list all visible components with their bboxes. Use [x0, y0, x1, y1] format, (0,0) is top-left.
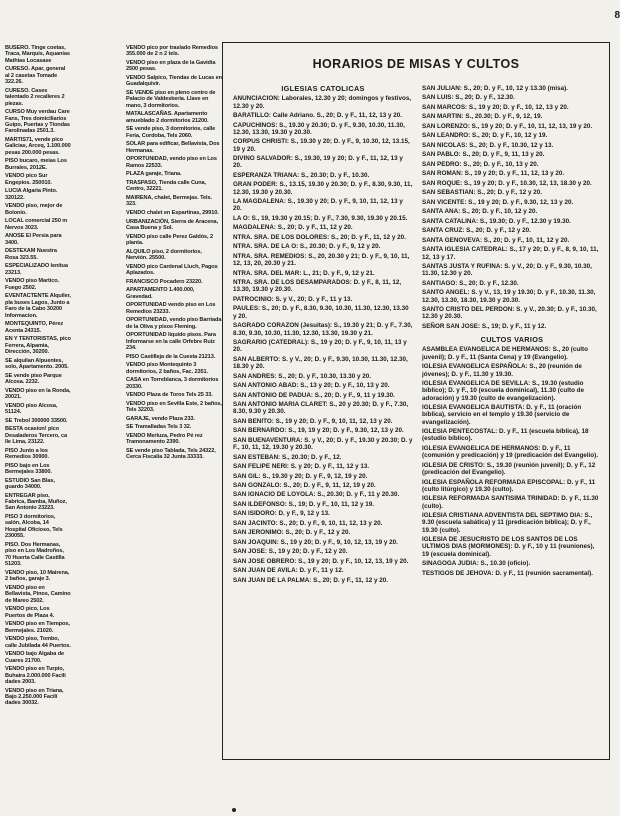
page-title: HORARIOS DE MISAS Y CULTOS [312, 57, 520, 71]
church-entry: SAN JUAN DE AVILA: D. y F., 11 y 12. [233, 567, 344, 575]
classified-ad: VENDO pico, Los Puertos de Plaza 4. [5, 606, 55, 619]
church-entry: PAULES: S., 20; D. y F., 8.30, 9.30, 10.30, 11.30, 12.30, 13.30 y 20. [233, 305, 409, 320]
church-entry: SAN PABLO: S., 20; D. y F., 9, 11, 13 y 20. [422, 151, 545, 159]
classified-ad: PISO bucaro, meias Los Burrales, 2012E. [5, 158, 67, 171]
classified-ad: VENDO piso, 10 Mairena, 2 baños, garaje 3. [5, 569, 70, 583]
cult-entry: IGLESIA EVANGELICA BAUTISTA: D. y F., 11 (oración bíblica), servicio en el templo y 19.30 (servicio de evangelización). [422, 404, 582, 426]
cult-entry: IGLESIA PENTECOSTAL: D. y F., 11 (escuela bíblica), 18 (estudio bíblico). [422, 428, 589, 443]
classified-ad: VENDO piso, mejor de Bolonio. [5, 203, 63, 216]
church-entry: SANTA ANA: S., 20; D. y F., 10, 12 y 20. [422, 208, 538, 216]
classified-ad: VENDO piso Martico. Fuego 2502. [5, 278, 60, 291]
classified-ad: SE vende piso Tablada, Tels 24322, Cerca Fiscalía 32 Junta 33333. [126, 447, 216, 461]
classified-ad: ANOSE El Persia para 3400. [5, 233, 62, 246]
church-entry: SAN ANTONIO DE PADUA: S., 20; D. y F., 9, 11 y 19.30. [233, 391, 395, 399]
church-entry: SAN ANDRES: S., 20; D. y F., 10.30, 13.30 y 20. [233, 372, 372, 380]
church-entry: SAN SEBASTIAN: S., 20; D. y F., 12 y 20. [422, 189, 543, 197]
cult-entry: ASAMBLEA EVANGELICA DE HERMANOS: S., 20 (culto juvenil); D. y F., 11 (Santa Cena) y 19 (Evangelio). [422, 346, 588, 361]
church-entry: SAN GONZALO: S., 20; D. y F., 9, 11, 12, 19 y 20. [233, 481, 376, 489]
classified-ad: DESTEXAM Nuestra Rosa 323.55. [5, 248, 57, 261]
church-entry: SAN JOSE: S., 19 y 20; D. y F., 12 y 20. [233, 548, 348, 556]
classified-ad: LOCAL comercial 250 m Nervos 3023. [5, 218, 68, 231]
mass-schedule-box [222, 42, 610, 760]
classified-ad: BUSERO. Tinge coetas, Traca, Marquis, Aquanias Mathias Locasase [5, 45, 70, 64]
classified-ad: EN Y TENTORISTAS, pico Ferrera, Alpamia, Dirección, 30200. [5, 336, 71, 356]
classified-ad: PISO 3 dormitorios, salón, Alcoba, 14 Hospital Oficioso, Tels 230055. [5, 514, 63, 540]
church-entry: ESPERANZA TRIANA: S., 20.30; D. y F., 10.30. [233, 171, 370, 179]
church-entry: PATROCINIO: S. y V., 20; D. y F., 11 y 13. [233, 295, 353, 303]
classified-ad: PISO. Dos Hermanas, piso en Los Madroños, 70 Huerta Calle Castilla 51203. [5, 541, 65, 568]
classified-ad: MAIRENA, chalet, Bermejas. Tels. 323. [126, 195, 212, 208]
classified-ads-left [5, 45, 71, 709]
church-entry: SAN NICOLAS: S., 20; D. y F., 10.30, 12 y 13. [422, 141, 554, 149]
classified-ad: MONTEQUINTO, Pérez Acenta 24315. [5, 321, 64, 334]
church-entry: SAN FELIPE NERI: S. y 20; D. y F., 11, 12 y 13. [233, 463, 370, 471]
church-entry: SAN ISIDORO: D. y F., 9, 12 y 13. [233, 510, 330, 518]
classified-ad: MARTIS71, vende pico Galicias, Arceq, 1.100.000 pesas 200.000 pesas. [5, 137, 71, 156]
classified-ad: VENDO piso en Bellavista, Pinos, Camino de Mareo 2502. [5, 584, 71, 604]
classified-ad: VENDO pico por traslado Remedios 355.000 de 2 n 2 tels. [126, 45, 218, 58]
classified-ad: PLAZA garaje, Triana. [126, 171, 182, 178]
classified-ad: SE Tramalladas Tels 3 32. [126, 424, 192, 431]
classified-ad: SOLAR para edificar, Bellavista, Dos Hermanas. [126, 141, 220, 154]
cult-entry: IGLESIA EVANGELICA DE HERMANOS: D. y F., 11 (comunión y predicación) y 19 (predicación del Evangelio). [422, 444, 599, 460]
classified-ad: VENDO piso calle Perez Galdós, 2 planta. [126, 233, 213, 246]
church-entry: SAN ANTONIO ABAD: S., 13 y 20; D. y F., 10, 13 y 20. [233, 382, 390, 390]
cult-entry: IGLESIA DE CRISTO: S., 19.30 (reunión juvenil); D. y F., 12 (predicación del Evangelio). [422, 461, 596, 477]
church-entry: SAN MARCOS: S., 19 y 20; D. y F., 10, 12, 13 y 20. [422, 103, 569, 111]
church-entry: SEÑOR SAN JOSE: S., 19; D. y F., 11 y 12. [422, 322, 547, 330]
church-entry: DIVINO SALVADOR: S., 19.30, 19 y 20; D. y F., 11, 12, 13 y 20. [233, 155, 403, 170]
church-entry: SAN JERONIMO: S., 20; D. y F., 12 y 20. [233, 529, 351, 537]
section-heading-catholic: IGLESIAS CATOLICAS [281, 84, 365, 93]
classified-ad: MATALASCAÑAS. Apartamento amueblado 2 dormitorios 21200. [126, 111, 209, 124]
classified-ad: VENDO Merluza, Pedro Pé rez Tramonamento 2390. [126, 432, 203, 446]
classified-ad: ENTREGAR piso, Fabrica, Bamba, Muñoz, San Antonio 23223. [5, 492, 67, 512]
church-entry: LA O: S., 19, 19.30 y 20.15; D. y F., 7.30, 9.30, 19.30 y 20.15. [233, 214, 408, 222]
church-entry: NTRA. SRA. DE LOS DESAMPARADOS: D. y F., 8, 11, 12, 13.30, 19.30 y 20.30. [233, 279, 402, 294]
classified-ad: VENDO piso en Turpio, Buhaira 2.000.000 Facili dades 2003. [5, 666, 66, 685]
church-entry: SAN LUIS: S., 20; D. y F., 12.30. [422, 94, 515, 102]
classified-ad: OPORTUNIDAD liquido pisos. Para Informarse en la calle Orfebre Ruiz 234. [126, 332, 216, 351]
classified-ad: VENDO piso en Sevilla Este, 2 baños, Tels 32203. [126, 400, 222, 414]
classified-ad: VENDO piso en la Ronda, 20021. [5, 387, 71, 401]
church-entry: SANTA IGLESIA CATEDRAL: S., 17 y 20; D. y F., 8, 9, 10, 11, 12, 13 y 17. [422, 246, 599, 261]
classified-ad: ESTUDIO San Blas, guardo 34000. [5, 477, 55, 491]
cult-entry: IGLESIA DE JESUCRISTO DE LOS SANTOS DE LOS ULTIMOS DIAS (MORMONES): D. y F., 10 y 11 (reuniones), 19 (escuela dominical). [422, 536, 595, 558]
classified-ad: VENDO piso en Tiempos, Bermejales. 21020. [5, 621, 70, 634]
classified-ad: TRASPASO, Tienda calle Cuna, Centro, 32221. [126, 180, 206, 193]
cult-entry: TESTIGOS DE JEHOVA: D. y F., 11 (reunión sacramental). [422, 569, 593, 577]
classified-ad: VENDO bajo Algaba de Cuares 21700. [5, 651, 65, 664]
church-entry: SANTA GENOVEVA: S., 20; D. y F., 10, 11, 12 y 20. [422, 236, 570, 244]
church-entry: SAN BUENAVENTURA: S. y V., 20; D. y F., 19.30 y 20.30; D. y F., 10, 11, 12, 19.30 y 20.30. [233, 436, 413, 452]
classified-ad: EVENTACTENTE Alquiler, pla buses Lagos, Junto a Faro de la Cabo 30200 Informacion. [5, 293, 71, 319]
classified-ads-middle [126, 45, 222, 463]
church-entry: NTRA. SRA. REMEDIOS: S., 20, 20.30 y 21; D. y F., 9, 10, 11, 12, 13, 20, 20.30 y 21. [233, 252, 410, 268]
classified-ad: APARTAMENTO 1.400.000, Gravedad. [126, 287, 195, 300]
classified-ad: SE alquilan Alpuentes, solo, Apartamento. 2005. [5, 357, 69, 371]
church-entry: SAN IGNACIO DE LOYOLA: S., 20.30; D. y F., 11 y 20.30. [233, 491, 400, 499]
cult-entry: IGLESIA EVANGELICA DE SEVILLA: S., 19.30 (estudio bíblico); D. y F., 10 (escuela dominical), 11.30 (culto de adoración) y 19.30 (culto de evangelización). [422, 380, 585, 402]
corner-mark: 8 [614, 10, 620, 21]
classified-ad: PISO Junto a los Remedios 30900. [5, 447, 49, 461]
classified-ad: SE vende piso, 3 dormitorios, calle Feria, Cordoba, Tels 2060. [126, 126, 216, 139]
church-entry: SAN ALBERTO: S. y V., 20; D. y F., 9.30, 10.30, 11.30, 12.30, 18.30 y 20. [233, 355, 408, 371]
classified-ad: CURSO Muy verdau Care Fans, Tres domiciliarios Guipo, Puertas y Tiondas Farolinadas 2501.3. [5, 109, 70, 135]
church-entry: GRAN PODER: S., 13.15, 19.30 y 20.30; D. y F., 8.30, 9.30, 11, 12.30, 19.30 y 20.30. [233, 181, 413, 196]
church-entry: SAN BENITO: S., 19 y 20; D. y F., 9, 10, 11, 12, 13 y 20. [233, 417, 393, 425]
section-heading-cultos-varios: CULTOS VARIOS [480, 335, 544, 345]
church-entry: SAN ANTONIO MARIA CLARET: S., 20 y 20.30; D. y F., 7.30, 8.30, 9.30 y 20.30. [233, 401, 409, 416]
church-entry: SANTA CATALINA: S., 19.30; D. y F., 12.30 y 19.30. [422, 217, 571, 225]
classified-ad: VENDO piso en Triana, Bajo 2.250.000 Facili dades 30032. [5, 687, 64, 707]
cult-entry: IGLESIA CRISTIANA ADVENTISTA DEL SEPTIMO DIA: S., 9.30 (escuela sabática) y 11 (predicación bíblica); D. y F., 19.30 (culto). [422, 512, 593, 534]
church-entry: SAN ROMAN: S., 19 y 20; D. y F., 11, 12, 13 y 20. [422, 170, 565, 178]
cultos-varios-list [422, 346, 602, 577]
catholic-churches-column [233, 85, 413, 586]
classified-ad: GARAJE, vendo Plaza 233. [126, 415, 195, 422]
church-entry: NTRA. SRA. DE LOS DOLORES: S., 20; D. y F., 11, 12 y 20. [233, 233, 406, 241]
church-entry: ANUNCIACION: Laborales, 12.30 y 20; domingos y festivos, 12.30 y 20. [233, 95, 412, 110]
classified-ad: CURESO. Apar, general al 2 casetas Tomade 322.26. [5, 66, 66, 86]
classified-ad: FRANCISCO Pocadero 23220. [126, 278, 203, 285]
church-entry: SAN PEDRO: S., 20; D. y F., 10, 13 y 20. [422, 160, 539, 168]
classified-ad: VENDO Plaza de Toros Tels 25 33. [126, 392, 213, 399]
cult-entry: IGLESIA ESPAÑOLA REFORMADA EPISCOPAL: D. y F., 11 (culto litúrgico) y 19.30 (culto). [422, 478, 596, 493]
classified-ad: LUCIA Algaria Pinto. 320122. [5, 188, 58, 201]
classified-ad: OPORTUNIDAD vendo piso en Los Remedios 23233. [126, 302, 216, 315]
classified-ad: CURESO. Cases talentado 2 recalleres 2 piezas. [5, 87, 65, 107]
church-entry: SAN VICENTE: S., 19 y 20; D. y F., 9.30, 12, 13 y 20. [422, 198, 574, 206]
church-entry: SAN BERNARDO: S., 19, 19 y 20; D. y F., 9.30, 12, 13 y 20. [233, 427, 404, 435]
church-entry: SAN JULIAN: S., 20; D. y F., 10, 12 y 13.30 (misa). [422, 85, 568, 92]
cult-entry: IGLESIA REFORMADA SANTISIMA TRINIDAD: D. y F., 11.30 (culto). [422, 495, 599, 510]
second-column [422, 85, 602, 579]
church-entry: SAN JOSE OBRERO: S., 19 y 20; D. y F., 10, 12, 13, 19 y 20. [233, 557, 409, 565]
church-entry: SAN ROQUE: S., 19 y 20; D. y F., 10.30, 12, 13, 18.30 y 20. [422, 179, 592, 187]
classified-ad: BESTA ocasion! pico Desaladeros Tercero, ca lle Lima, 23122. [5, 426, 67, 446]
catholic-churches-list [233, 95, 413, 584]
church-entry: CAPUCHINOS: S., 19.30 y 20.30; D. y F., 9.30, 10.30, 11.30, 12.30, 13.30, 19.30 y 20.30. [233, 121, 405, 136]
classified-ad: SE vende piso Parque Alcosa. 2232. [5, 372, 62, 386]
church-entry: LA MAGDALENA: S., 19.30 y 20; D. y F., 9, 10, 11, 12, 13 y 20. [233, 198, 403, 213]
cult-entry: IGLESIA EVANGELICA ESPAÑOLA: S., 20 (reunión de jóvenes); D. y F., 11.30 y 19.30. [422, 363, 582, 378]
church-entry: SANTAS JUSTA Y RUFINA: S. y V., 20; D. y F., 9.30, 10.30, 11.30, 12.30 y 20. [422, 263, 592, 278]
classified-ad: SE VENDE piso en pleno centro de Palacio de Valdeskeria. Llave en mano, 3 dormitorios. [126, 90, 216, 109]
church-entry: SANTO ANGEL: S. y V., 13, 19 y 19.30; D. y F., 10.30, 11.30, 12.30, 13.30, 18.30, 19.30 y 20.30. [422, 289, 596, 304]
church-entry: SAN JUAN DE LA PALMA: S., 20; D. y F., 11, 12 y 20. [233, 576, 389, 584]
church-entry: SANTA CRUZ: S., 20; D. y F., 12 y 20. [422, 227, 531, 235]
church-entry: SAGRADO CORAZON (Jesuitas): S., 19.30 y 21; D. y F., 7.30, 8.30, 9.30, 10.30, 11.30, 12.30, 13.30, 19.30 y 21. [233, 322, 413, 337]
church-entry: BARATILLO: Calle Adriano. S., 20; D. y F., 11, 12, 13 y 20. [233, 112, 403, 120]
classified-ad: OPORTUNIDAD, vendo piso Barriada de la Oliva y pisos Fleming. [126, 317, 222, 330]
church-entry: SAN MARTIN: S., 20.30; D. y F., 9, 12, 19. [422, 113, 543, 121]
church-entry: SAN ILDEFONSO: S., 19; D. y F., 10, 11, 12 y 19. [233, 500, 375, 508]
classified-ad: VENDO piso Alcosa, 51124. [5, 402, 58, 416]
classified-ad: OPORTUNIDAD, vendo piso en Los Ramos 22533. [126, 156, 217, 169]
classified-ad: VENDO chalet en Espartinas, 29910. [126, 210, 219, 216]
classified-ad: URBANIZACIÓN, Sierra de Aracena, Casa Buena y Sol. [126, 218, 219, 231]
church-entry: SAN GIL: S., 19.30 y 20; D. y F., 9, 12, 19 y 20. [233, 472, 368, 480]
classified-ad: PISO bajo en Los Bermejales 33800. [5, 462, 52, 476]
church-entry: CORPUS CHRISTI: S., 19.30 y 20; D. y F., 9, 10.30, 12, 13.15, 19 y 20. [233, 138, 410, 153]
classified-ad: SE Trebol 300000 33500. [5, 417, 68, 424]
classified-ad: CASA en Torreblanca, 3 dormitorios 20330. [126, 377, 219, 390]
classified-ad: PISO Castilleja de la Cuesta 21213. [126, 353, 216, 360]
church-entry: SANTO CRISTO DEL PERDON: S. y V., 20.30; D. y F., 10.30, 12.30 y 20.30. [422, 306, 597, 321]
classified-ad: VENDO piso en plaza de la Gavidia 2500 pesas. [126, 60, 216, 73]
classified-ad: VENDO pico Sur Engepios. 250010. [5, 173, 52, 186]
second-column-list [422, 85, 602, 330]
classified-ad: VENDO piso Montequinto 3 dormitorios, 2 baños, Fac. 2351. [126, 362, 208, 375]
church-entry: MAGDALENA: S., 20; D. y F., 11, 12 y 20. [233, 224, 353, 232]
church-entry: SAN ESTEBAN: S., 20.30; D. y F., 12. [233, 453, 342, 461]
church-entry: SANTIAGO: S., 20; D. y F., 12.30. [422, 279, 519, 287]
page-dot [232, 808, 236, 812]
classified-ad: ALQUILO piso, 2 dormitorios, Nervión. 25500. [126, 248, 202, 261]
classified-ad: VENDO Salpico, Tiendas de Lucas en Guadalquivir. [126, 75, 222, 88]
church-entry: SAGRARIO (CATEDRAL): S., 19 y 20; D. y F., 9, 10, 11, 13 y 20. [233, 338, 407, 354]
church-entry: SAN LORENZO: S., 19 y 20; D. y F., 10, 11, 12, 13, 19 y 20. [422, 122, 593, 130]
cult-entry: SINAGOGA JUDIA: S., 10.30 (oficio). [422, 560, 531, 568]
church-entry: SAN LEANDRO: S., 20; D. y F., 10, 12 y 19. [422, 132, 548, 140]
church-entry: SAN JACINTO: S., 20; D. y F., 9, 10, 11, 12, 13 y 20. [233, 519, 383, 527]
church-entry: NTRA. SRA. DE LA O: S., 20.30; D. y F., 9, 12 y 20. [233, 243, 381, 251]
classified-ad: ESPECIALIZADO lenitua 23213. [5, 263, 68, 276]
classified-ad: VENDO pico Cardenal Lluch, Pagos Aplazados. [126, 263, 218, 276]
church-entry: NTRA. SRA. DEL MAR: L., 21; D. y F., 9, 12 y 21. [233, 269, 375, 277]
church-entry: SAN JOAQUIN: S., 19 y 20; D. y F., 9, 10, 12, 13, 19 y 20. [233, 538, 398, 546]
classified-ad: VENDO piso, Tombo, calle Jubilada 44 Puertos. [5, 636, 71, 649]
